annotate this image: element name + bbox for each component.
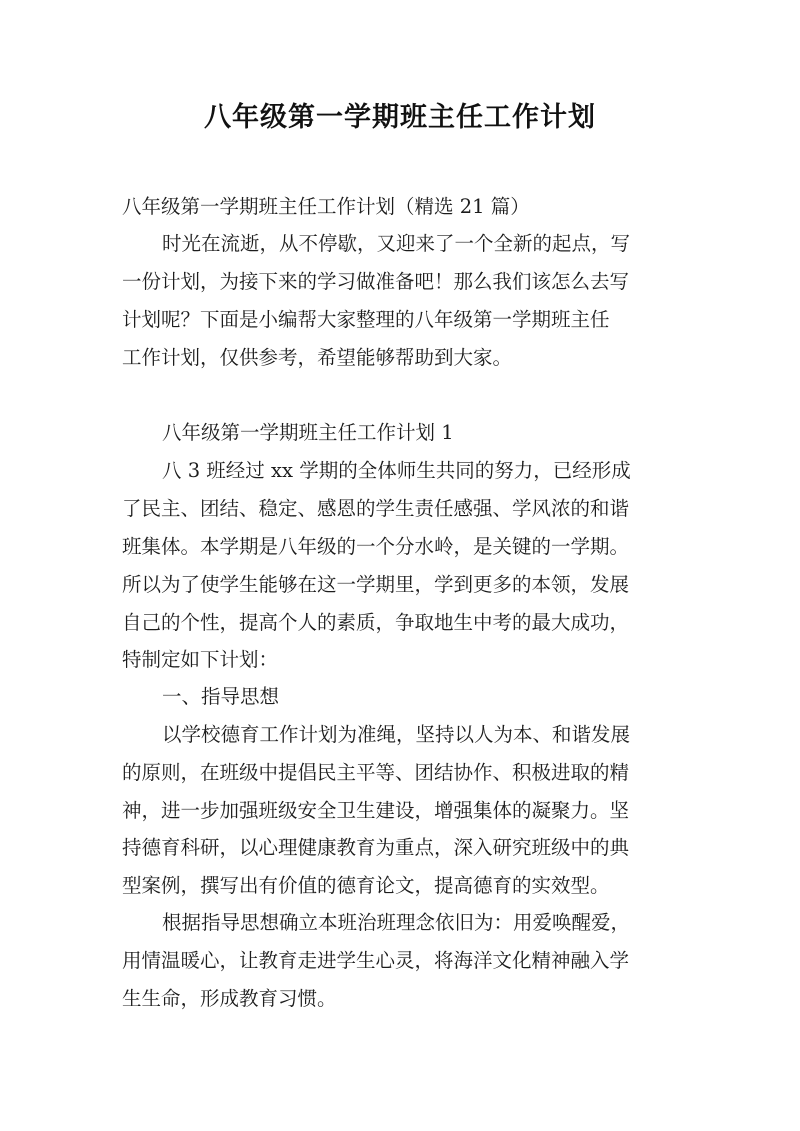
- body-line: 八 3 班经过 xx 学期的全体师生共同的努力，已经形成: [162, 459, 631, 482]
- body-line: 班集体。本学期是八年级的一个分水岭，是关键的一学期。: [122, 535, 630, 558]
- section-heading: 八年级第一学期班主任工作计划 1: [162, 421, 454, 444]
- intro-line: 计划呢？下面是小编帮大家整理的八年级第一学期班主任: [122, 308, 610, 331]
- subheading: 一、指导思想: [162, 685, 280, 708]
- body-line: 神，进一步加强班级安全卫生建设，增强集体的凝聚力。坚: [122, 799, 630, 822]
- body-line: 特制定如下计划：: [122, 648, 279, 671]
- document-subtitle: 八年级第一学期班主任工作计划（精选 21 篇）: [122, 195, 530, 218]
- body-line: 用情温暖心，让教育走进学生心灵，将海洋文化精神融入学: [122, 949, 630, 972]
- intro-line: 时光在流逝，从不停歇，又迎来了一个全新的起点，写: [162, 232, 631, 255]
- body-line: 以学校德育工作计划为准绳，坚持以人为本、和谐发展: [162, 723, 631, 746]
- body-line: 所以为了使学生能够在这一学期里，学到更多的本领，发展: [122, 573, 630, 596]
- body-line: 的原则，在班级中提倡民主平等、团结协作、积极进取的精: [122, 761, 630, 784]
- intro-line: 工作计划，仅供参考，希望能够帮助到大家。: [122, 346, 513, 369]
- body-line: 持德育科研，以心理健康教育为重点，深入研究班级中的典: [122, 836, 630, 859]
- body-line: 自己的个性，提高个人的素质，争取地生中考的最大成功，: [122, 611, 630, 634]
- body-line: 了民主、团结、稳定、感恩的学生责任感强、学风浓的和谐: [122, 497, 630, 520]
- body-line: 生生命，形成教育习惯。: [122, 987, 337, 1010]
- document-title: 八年级第一学期班主任工作计划: [204, 102, 596, 133]
- body-line: 型案例，撰写出有价值的德育论文，提高德育的实效型。: [122, 874, 610, 897]
- body-line: 根据指导思想确立本班治班理念依旧为：用爱唤醒爱，: [162, 911, 631, 934]
- intro-line: 一份计划，为接下来的学习做准备吧！那么我们该怎么去写: [122, 270, 630, 293]
